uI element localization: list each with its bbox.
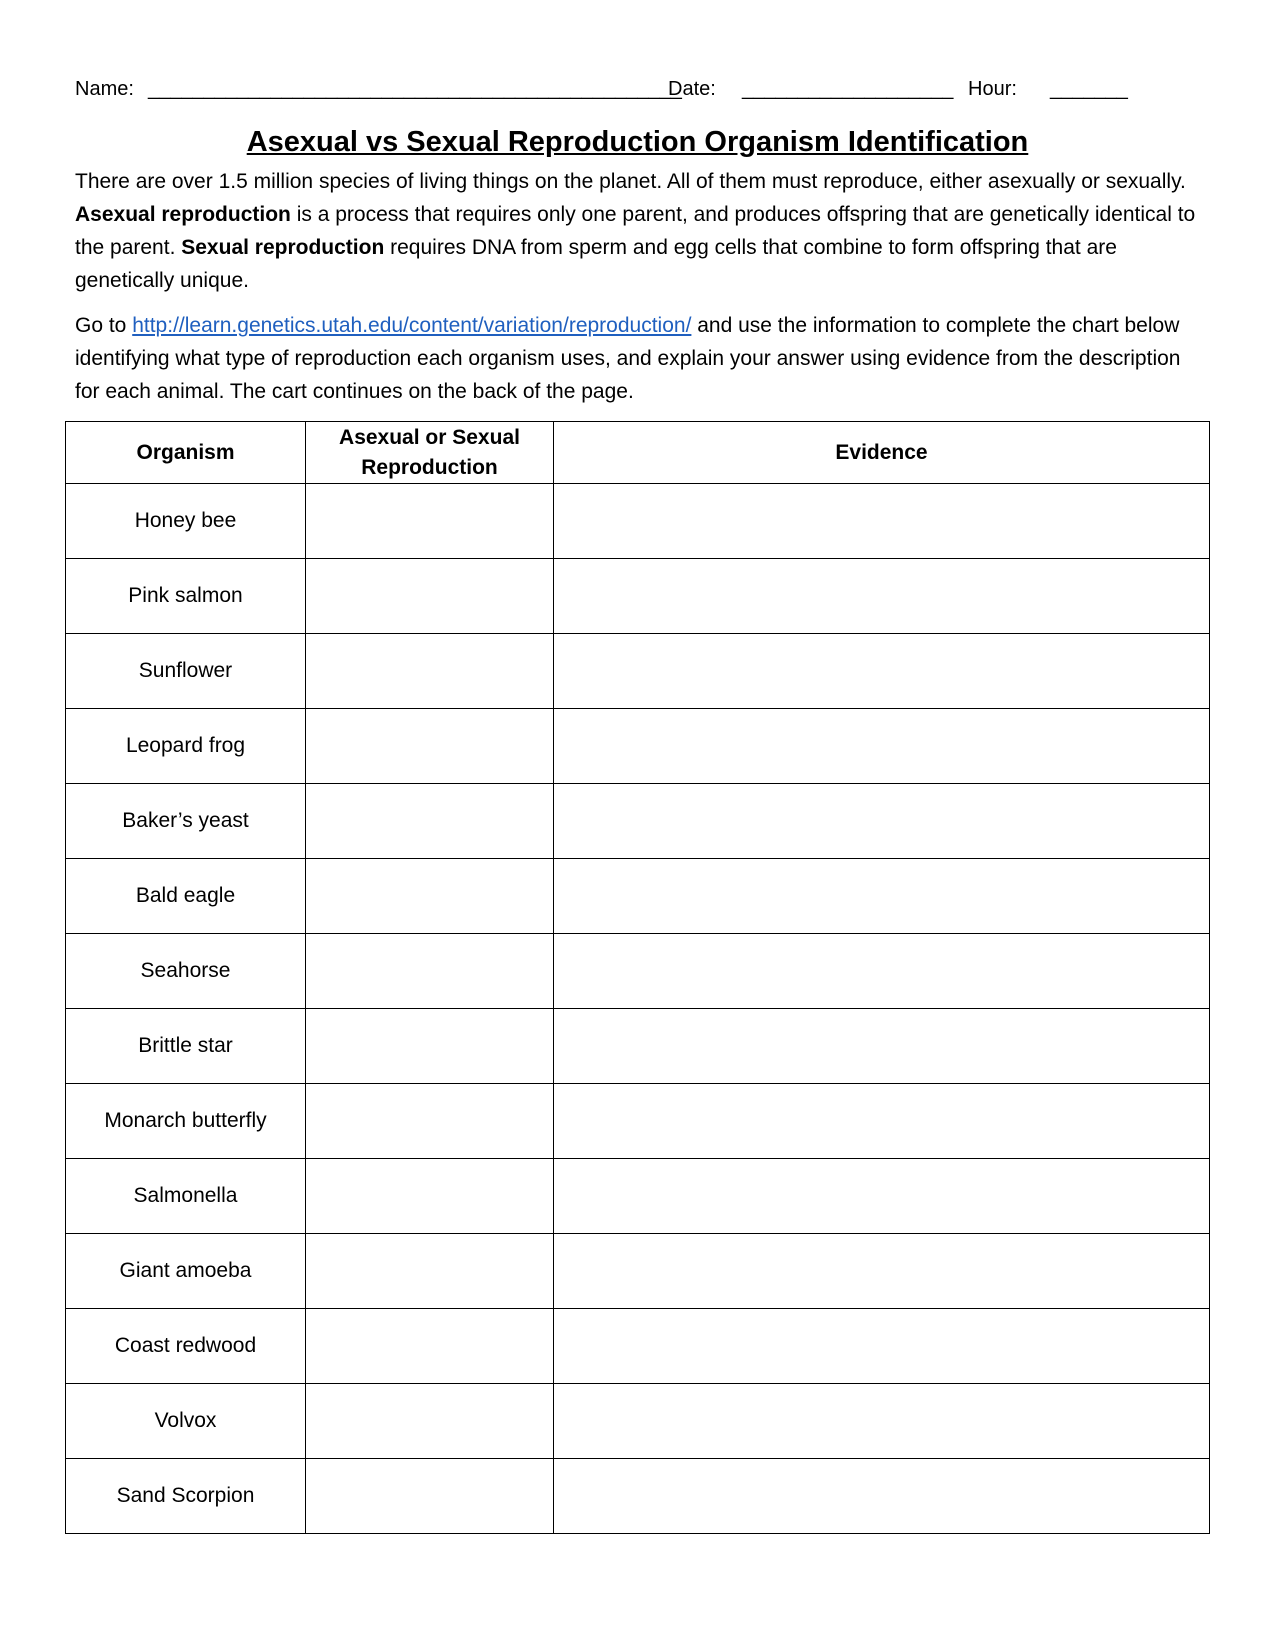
table-row <box>66 1384 1210 1459</box>
intro-sentence-1: There are over 1.5 million species of living things on the planet. All of them must reproduce, either asexually or sexually. <box>75 170 1186 193</box>
table-row <box>66 559 1210 634</box>
name-label: Name: <box>75 78 134 100</box>
table-row <box>66 634 1210 709</box>
organism-name: Brittle star <box>66 1009 306 1084</box>
evidence-cell[interactable] <box>554 484 1210 559</box>
evidence-cell[interactable] <box>554 559 1210 634</box>
organism-name: Giant amoeba <box>66 1234 306 1309</box>
header-evidence: Evidence <box>554 422 1210 484</box>
organism-name: Volvox <box>66 1384 306 1459</box>
chart-header-row <box>66 422 1210 484</box>
organism-name: Monarch butterfly <box>66 1084 306 1159</box>
evidence-cell[interactable] <box>554 1009 1210 1084</box>
table-row <box>66 1084 1210 1159</box>
reproduction-type-cell[interactable] <box>306 1384 554 1459</box>
header-reproduction-type-line2: Reproduction <box>361 455 498 479</box>
organism-name: Pink salmon <box>66 559 306 634</box>
intro-sentence-2: is a process that requires only one parent, and produces offspring that are genetically identical to the parent. <box>75 203 1196 259</box>
header-reproduction-type <box>306 422 554 484</box>
evidence-cell[interactable] <box>554 1159 1210 1234</box>
organism-chart <box>65 421 1210 1534</box>
organism-name: Sunflower <box>66 634 306 709</box>
term-asexual-reproduction: Asexual reproduction <box>75 203 291 226</box>
table-row <box>66 934 1210 1009</box>
intro-paragraph <box>75 165 1210 297</box>
intro-sentence-3: requires DNA from sperm and egg cells that combine to form offspring that are genetically unique. <box>75 236 1117 292</box>
header-reproduction-type-line1: Asexual or Sexual <box>339 425 520 449</box>
reproduction-type-cell[interactable] <box>306 859 554 934</box>
evidence-cell[interactable] <box>554 859 1210 934</box>
organism-name: Sand Scorpion <box>66 1459 306 1534</box>
reproduction-resource-link[interactable]: http://learn.genetics.utah.edu/content/variation/reproduction/ <box>132 314 692 337</box>
table-row <box>66 1309 1210 1384</box>
evidence-cell[interactable] <box>554 934 1210 1009</box>
organism-name: Salmonella <box>66 1159 306 1234</box>
table-row <box>66 1009 1210 1084</box>
date-blank: ___________________ <box>742 78 954 100</box>
reproduction-type-cell[interactable] <box>306 1159 554 1234</box>
organism-name: Honey bee <box>66 484 306 559</box>
evidence-cell[interactable] <box>554 1384 1210 1459</box>
instructions-prefix: Go to <box>75 314 133 337</box>
reproduction-type-cell[interactable] <box>306 634 554 709</box>
header-organism: Organism <box>66 422 306 484</box>
instructions-suffix: and use the information to complete the chart below identifying what type of reproduction each organism uses, and explain your answer using evidence from the description for each animal. The cart continues on the back of the page. <box>75 314 1181 403</box>
chart-body <box>66 484 1210 1534</box>
evidence-cell[interactable] <box>554 1234 1210 1309</box>
hour-label: Hour: <box>968 78 1017 100</box>
table-row <box>66 1234 1210 1309</box>
evidence-cell[interactable] <box>554 709 1210 784</box>
student-info-line <box>75 74 1135 104</box>
evidence-cell[interactable] <box>554 784 1210 859</box>
reproduction-type-cell[interactable] <box>306 559 554 634</box>
reproduction-type-cell[interactable] <box>306 934 554 1009</box>
reproduction-type-cell[interactable] <box>306 709 554 784</box>
organism-name: Leopard frog <box>66 709 306 784</box>
table-row <box>66 1459 1210 1534</box>
reproduction-type-cell[interactable] <box>306 784 554 859</box>
reproduction-type-cell[interactable] <box>306 484 554 559</box>
page-title: Asexual vs Sexual Reproduction Organism Identification <box>246 126 1029 158</box>
organism-name: Seahorse <box>66 934 306 1009</box>
term-sexual-reproduction: Sexual reproduction <box>181 236 385 259</box>
reproduction-type-cell[interactable] <box>306 1309 554 1384</box>
table-row <box>66 484 1210 559</box>
table-row <box>66 859 1210 934</box>
name-blank: ________________________________________________ <box>148 78 682 100</box>
evidence-cell[interactable] <box>554 1309 1210 1384</box>
table-row <box>66 784 1210 859</box>
reproduction-type-cell[interactable] <box>306 1234 554 1309</box>
table-row <box>66 709 1210 784</box>
instructions-paragraph <box>75 309 1210 408</box>
organism-name: Baker’s yeast <box>66 784 306 859</box>
evidence-cell[interactable] <box>554 1459 1210 1534</box>
hour-blank: _______ <box>1050 78 1128 100</box>
organism-name: Coast redwood <box>66 1309 306 1384</box>
evidence-cell[interactable] <box>554 1084 1210 1159</box>
reproduction-type-cell[interactable] <box>306 1459 554 1534</box>
table-row <box>66 1159 1210 1234</box>
evidence-cell[interactable] <box>554 634 1210 709</box>
reproduction-type-cell[interactable] <box>306 1009 554 1084</box>
organism-name: Bald eagle <box>66 859 306 934</box>
date-label: Date: <box>668 78 716 100</box>
reproduction-type-cell[interactable] <box>306 1084 554 1159</box>
